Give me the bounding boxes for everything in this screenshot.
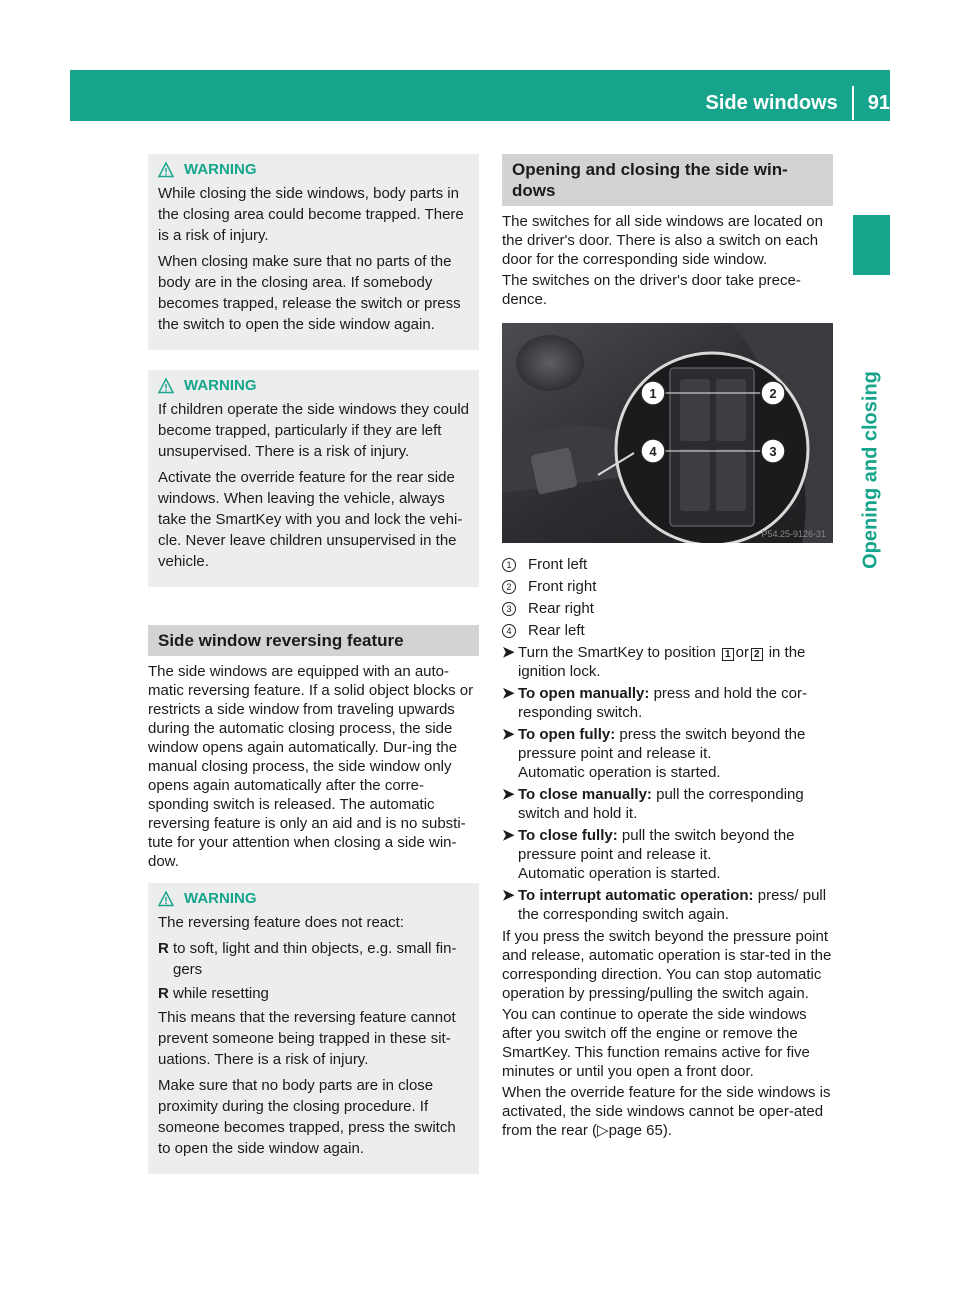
header-title [706,86,891,120]
right-column [502,154,833,1142]
bullet-item: R to soft, light and thin objects, e.g. small fin-gers [158,940,457,978]
body-paragraph: When the override feature for the side windows is activated, the side windows cannot be oper-ated from the rear (▷page 65). [502,1084,831,1139]
window-switch-photo [502,323,833,543]
warning-text: This means that the reversing feature cannot prevent someone being trapped in these sit-uations. There is a risk of injury. [158,1009,456,1068]
arrow-icon: ➤ [502,685,515,702]
chapter-label: Opening and closing [859,371,882,569]
warning-text: While closing the side windows, body parts in the closing area could become trapped. There is a risk of injury. [158,185,464,244]
legend-item: 1 Front left [502,555,833,575]
left-column [148,154,479,1174]
intro-text: The switches on the driver's door take prece-dence. [502,272,801,308]
page-reference-icon: ▷ [597,1122,609,1139]
page-reference-link[interactable]: page 65 [608,1122,663,1139]
instruction-step: ➤ To open fully: press the switch beyond the pressure point and release it. Automatic operation is started. [502,726,806,781]
callout-4 [641,439,665,463]
warning-heading: WARNING [158,376,469,395]
svg-text:1: 1 [649,386,657,401]
warning-heading: WARNING [158,160,469,179]
arrow-icon: ➤ [502,786,515,803]
bullet-item: R while resetting [158,985,269,1002]
svg-text:3: 3 [769,444,777,459]
svg-text:4: 4 [649,444,657,459]
callout-1 [641,381,665,405]
warning-heading: WARNING [158,889,469,908]
image-code: P54.25-9126-31 [761,529,826,539]
door-panel-illustration [502,323,833,543]
header-separator [852,86,854,120]
instruction-step: ➤ To open manually: press and hold the cor-responding switch. [502,685,807,721]
legend-item: 4 Rear left [502,621,833,641]
legend-item: 2 Front right [502,577,833,597]
arrow-icon: ➤ [502,726,515,743]
section-heading: Opening and closing the side win-dows [502,154,833,206]
instruction-step: ➤ Turn the SmartKey to position 1 or 2 in the ignition lock. [502,644,806,680]
section-heading: Side window reversing feature [148,625,479,656]
section-title: Side windows [705,91,838,114]
intro-text: The switches for all side windows are located on the driver's door. There is also a switch on each door for the corresponding side window. [502,213,823,268]
key-position-2: 2 [751,648,763,661]
warning-box-3 [148,883,479,1174]
warning-triangle-icon [158,162,174,178]
callout-2 [761,381,785,405]
chapter-tab [853,215,890,275]
legend-item: 3 Rear right [502,599,833,619]
warning-triangle-icon [158,378,174,394]
warning-text: Activate the override feature for the rear side windows. When leaving the vehicle, always take the SmartKey with you and lock the vehi-cle. Never leave children unsupervised in the vehicle. [158,469,463,570]
callout-3 [761,439,785,463]
warning-box-2 [148,370,479,587]
body-paragraph: You can continue to operate the side windows after you switch off the engine or remove the SmartKey. This function remains active for five minutes or until you open a front door. [502,1006,810,1080]
warning-text: If children operate the side windows they could become trapped, particularly if they are left unsupervised. There is a risk of injury. [158,401,470,460]
instruction-step: ➤ To close fully: pull the switch beyond the pressure point and release it. Automatic operation is started. [502,827,795,882]
svg-text:2: 2 [769,386,777,401]
body-paragraph: If you press the switch beyond the pressure point and release, automatic operation is star-ted in the corresponding direction. You can stop automatic operation by pressing/pulling the switch again. [502,928,832,1002]
warning-text: The reversing feature does not react: [158,914,404,931]
instruction-step: ➤ To interrupt automatic operation: press/ pull the corresponding switch again. [502,887,827,923]
arrow-icon: ➤ [502,644,515,661]
page-number: 91 [867,91,890,114]
arrow-icon: ➤ [502,887,515,904]
warning-triangle-icon [158,891,174,907]
section-body: The side windows are equipped with an auto-matic reversing feature. If a solid object blocks or restricts a side window from traveling upwards during the automatic closing process, the side window opens again automatically. Dur-ing the manual closing process, the side window only opens again automatically after the corre-sponding switch is released. The automatic reversing feature is only an aid and is no substi-tute for your attention when closing a side win-dow. [148,663,474,870]
warning-text: When closing make sure that no parts of the body are in the closing area. If somebody becomes trapped, release the switch or press the switch to open the side window again. [158,253,461,333]
arrow-icon: ➤ [502,827,515,844]
instruction-step: ➤ To close manually: pull the corresponding switch and hold it. [502,786,804,822]
key-position-1: 1 [722,648,734,661]
warning-text: Make sure that no body parts are in close proximity during the closing procedure. If someone becomes trapped, press the switch to open the side window again. [158,1077,456,1157]
warning-box-1 [148,154,479,350]
